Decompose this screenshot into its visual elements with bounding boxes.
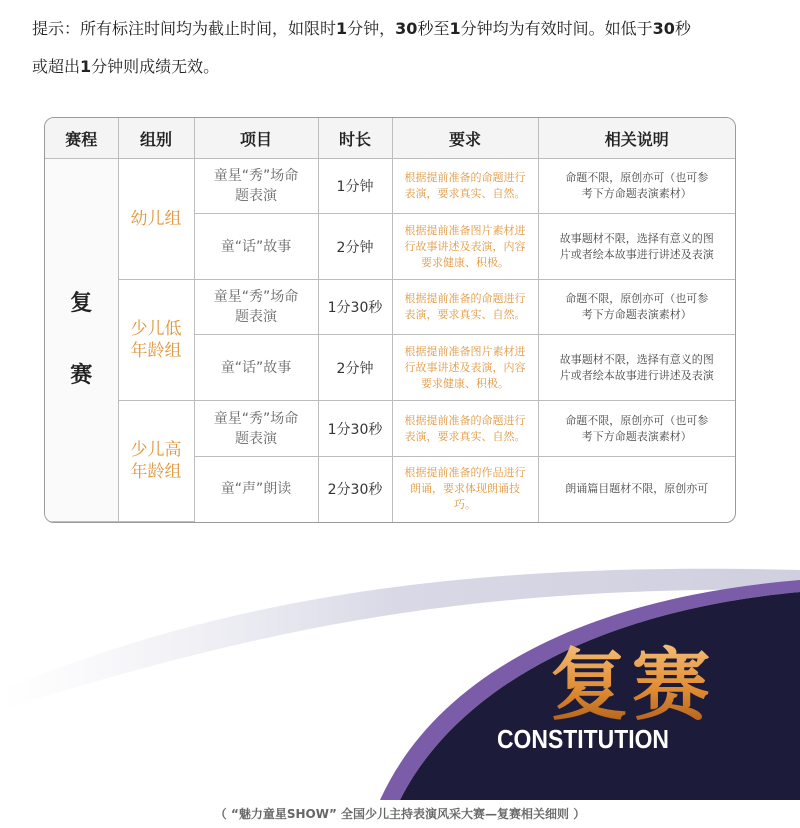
header-duration: 时长 xyxy=(318,118,392,159)
stage-cell: 复赛 xyxy=(45,159,118,522)
group-cell: 少儿低年龄组 xyxy=(118,280,194,401)
note-cell: 故事题材不限，选择有意义的图片或者绘本故事进行讲述及表演 xyxy=(538,214,735,280)
note-cell: 命题不限，原创亦可（也可参考下方命题表演素材） xyxy=(538,280,735,335)
item-cell: 童星“秀”场命题表演 xyxy=(194,280,318,335)
requirement-cell: 根据提前准备图片素材进行故事讲述及表演，内容要求健康、积极。 xyxy=(392,214,538,280)
requirement-cell: 根据提前准备的命题进行表演，要求真实、自然。 xyxy=(392,280,538,335)
duration-cell: 2分钟 xyxy=(318,335,392,401)
group-cell: 幼儿组 xyxy=(118,159,194,280)
duration-cell: 2分钟 xyxy=(318,214,392,280)
banner-title: 复赛 xyxy=(550,641,715,731)
header-item: 项目 xyxy=(194,118,318,159)
header-requirement: 要求 xyxy=(392,118,538,159)
item-cell: 童星“秀”场命题表演 xyxy=(194,401,318,456)
banner-decoration xyxy=(0,540,800,800)
table-row xyxy=(45,401,735,456)
duration-cell: 2分30秒 xyxy=(318,456,392,521)
group-cell: 少儿高年龄组 xyxy=(118,401,194,522)
rules-table xyxy=(44,117,736,523)
notice-text xyxy=(32,10,772,86)
duration-cell: 1分30秒 xyxy=(318,401,392,456)
table-header-row xyxy=(45,118,735,159)
note-cell: 命题不限，原创亦可（也可参考下方命题表演素材） xyxy=(538,159,735,214)
requirement-cell: 根据提前准备的命题进行表演，要求真实、自然。 xyxy=(392,401,538,456)
item-cell: 童星“秀”场命题表演 xyxy=(194,159,318,214)
item-cell: 童“声”朗读 xyxy=(194,456,318,521)
table-row xyxy=(45,159,735,214)
item-cell: 童“话”故事 xyxy=(194,214,318,280)
notice-line-2: 或超出1分钟则成绩无效。 xyxy=(32,57,220,76)
banner-subtitle: CONSTITUTION xyxy=(497,724,669,754)
header-group: 组别 xyxy=(118,118,194,159)
requirement-cell: 根据提前准备的命题进行表演，要求真实、自然。 xyxy=(392,159,538,214)
notice-line-1: 提示：所有标注时间均为截止时间，如限时1分钟，30秒至1分钟均为有效时间。如低于30秒 xyxy=(32,19,691,38)
header-note: 相关说明 xyxy=(538,118,735,159)
note-cell: 命题不限，原创亦可（也可参考下方命题表演素材） xyxy=(538,401,735,456)
requirement-cell: 根据提前准备图片素材进行故事讲述及表演，内容要求健康、积极。 xyxy=(392,335,538,401)
requirement-cell: 根据提前准备的作品进行朗诵，要求体现朗诵技巧。 xyxy=(392,456,538,521)
note-cell: 朗诵篇目题材不限，原创亦可 xyxy=(538,456,735,521)
header-stage: 赛程 xyxy=(45,118,118,159)
duration-cell: 1分30秒 xyxy=(318,280,392,335)
table-row xyxy=(45,280,735,335)
item-cell: 童“话”故事 xyxy=(194,335,318,401)
note-cell: 故事题材不限，选择有意义的图片或者绘本故事进行讲述及表演 xyxy=(538,335,735,401)
duration-cell: 1分钟 xyxy=(318,159,392,214)
footer-caption: （ “魅力童星SHOW” 全国少儿主持表演风采大赛—复赛相关细则 ） xyxy=(214,807,586,821)
